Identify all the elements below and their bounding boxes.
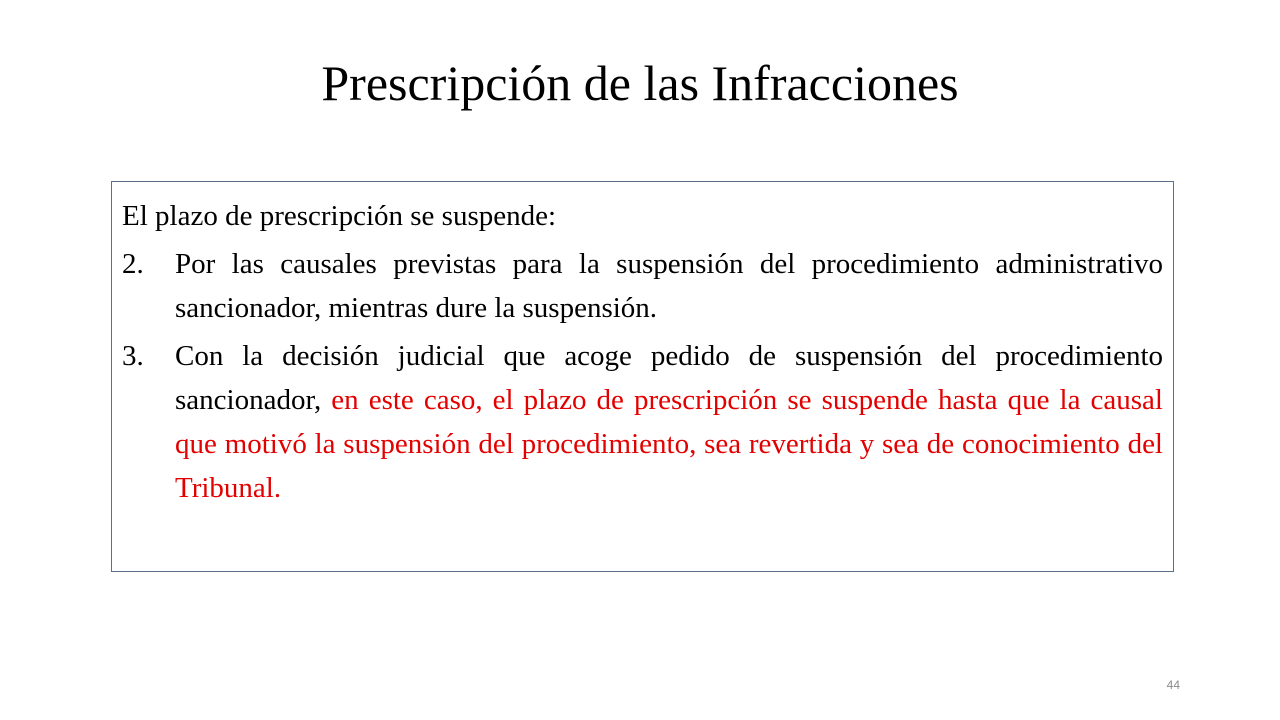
item-body: Por las causales previstas para la suspensión del procedimiento administrativo sancionador, mientras dure la suspensión. bbox=[175, 248, 1163, 324]
content-box bbox=[111, 181, 1174, 572]
item-number: 2. bbox=[122, 248, 144, 280]
item-body: Con la decisión judicial que acoge pedido de suspensión del procedimiento sancionador, bbox=[175, 340, 1163, 416]
suspension-list bbox=[122, 242, 1163, 510]
slide-title: Prescripción de las Infracciones bbox=[321, 55, 959, 111]
item-number: 3. bbox=[122, 340, 144, 372]
list-item bbox=[122, 334, 1163, 510]
item-highlight: en este caso, el plazo de prescripción se suspende hasta que la causal que motivó la suspensión del procedimiento, sea revertida y sea de conocimiento del Tribunal. bbox=[175, 384, 1163, 504]
list-item bbox=[122, 242, 1163, 330]
intro-text: El plazo de prescripción se suspende: bbox=[122, 200, 557, 232]
item-text bbox=[175, 242, 1163, 330]
item-text bbox=[175, 334, 1163, 510]
page-number: 44 bbox=[1166, 678, 1180, 692]
